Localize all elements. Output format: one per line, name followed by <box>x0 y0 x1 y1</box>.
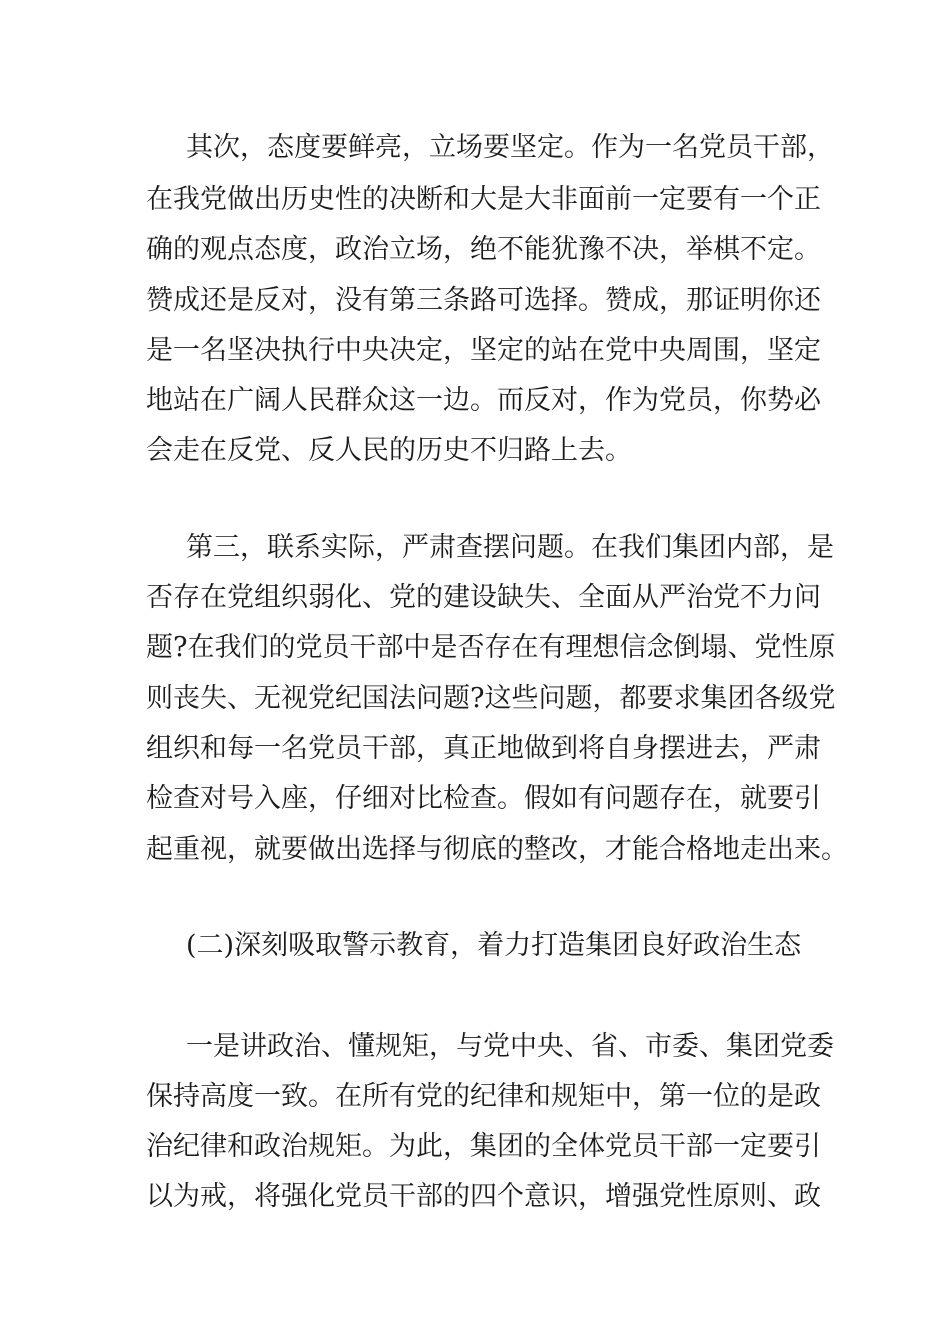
paragraph-1-line-3: 确的观点态度，政治立场，绝不能犹豫不决，举棋不定。 <box>146 234 821 265</box>
paragraph-3-line-1: 一是讲政治、懂规矩，与党中央、省、市委、集团党委 <box>186 1031 834 1062</box>
paragraph-2-line-7: 起重视，就要做出选择与彻底的整改，才能合格地走出来。 <box>146 834 848 865</box>
paragraph-1-line-5: 是一名坚决执行中央决定，坚定的站在党中央周围，坚定 <box>146 335 821 366</box>
paragraph-1-line-1: 其次，态度要鲜亮，立场要坚定。作为一名党员干部， <box>186 132 834 163</box>
paragraph-3-line-4: 以为戒，将强化党员干部的四个意识，增强党性原则、政 <box>146 1181 821 1212</box>
paragraph-1-line-6: 地站在广阔人民群众这一边。而反对，作为党员，你势必 <box>146 385 821 416</box>
paragraph-2-line-4: 则丧失、无视党纪国法问题?这些问题，都要求集团各级党 <box>146 683 836 714</box>
paragraph-2-line-5: 组织和每一名党员干部，真正地做到将自身摆进去，严肃 <box>146 733 821 764</box>
paragraph-2-line-3: 题?在我们的党员干部中是否存在有理想信念倒塌、党性原 <box>146 632 836 663</box>
paragraph-1-line-2: 在我党做出历史性的决断和大是大非面前一定要有一个正 <box>146 184 821 215</box>
paragraph-2-line-6: 检查对号入座，仔细对比检查。假如有问题存在，就要引 <box>146 783 821 814</box>
paragraph-1-line-4: 赞成还是反对，没有第三条路可选择。赞成，那证明你还 <box>146 285 821 316</box>
paragraph-1-line-7: 会走在反党、反人民的历史不归路上去。 <box>146 435 632 466</box>
paragraph-2-line-2: 否存在党组织弱化、党的建设缺失、全面从严治党不力问 <box>146 582 821 613</box>
paragraph-2-line-1: 第三，联系实际，严肃查摆问题。在我们集团内部，是 <box>186 532 834 563</box>
paragraph-3-line-3: 治纪律和政治规矩。为此，集团的全体党员干部一定要引 <box>146 1131 821 1162</box>
section-heading: (二)深刻吸取警示教育，着力打造集团良好政治生态 <box>186 930 802 961</box>
paragraph-3-line-2: 保持高度一致。在所有党的纪律和规矩中，第一位的是政 <box>146 1081 821 1112</box>
